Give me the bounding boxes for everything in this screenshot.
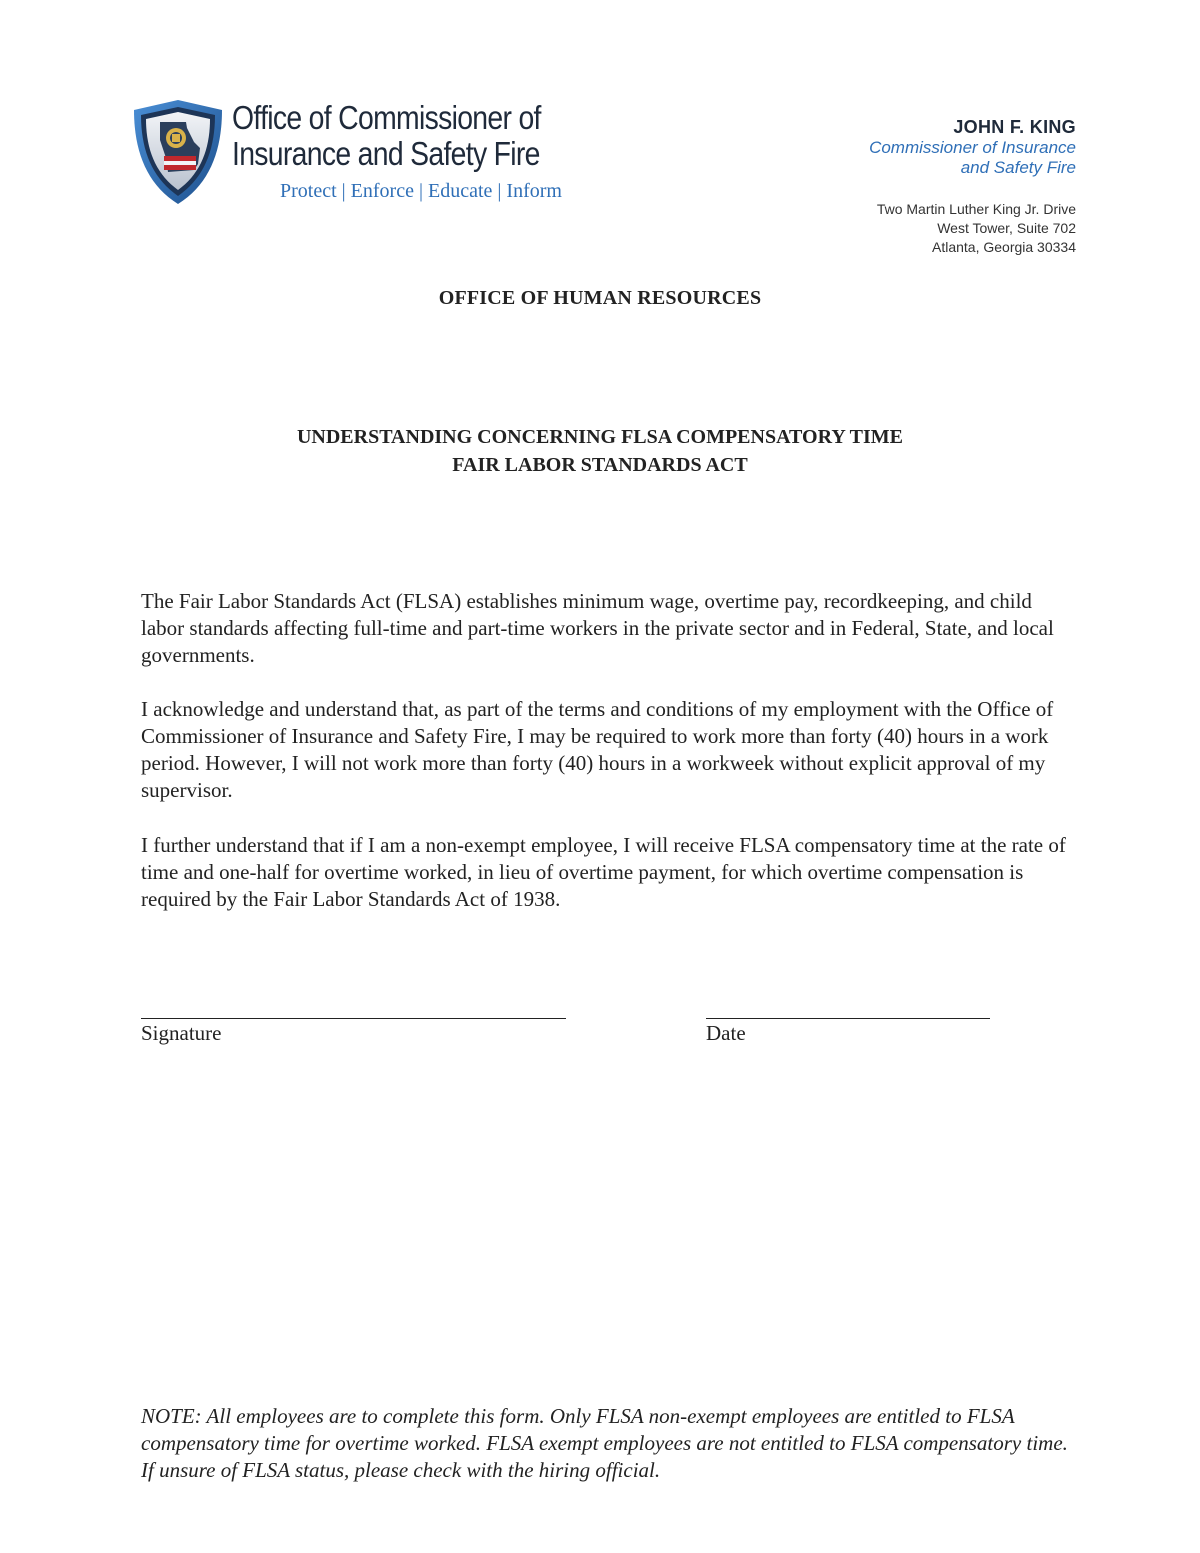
document-title <box>0 423 1200 479</box>
commissioner-name: JOHN F. KING <box>953 117 1076 137</box>
paragraph-acknowledgement: I acknowledge and understand that, as part of the terms and conditions of my employment with the Office of Commissioner of Insurance and Safety Fire, I may be required to work more than forty (40) hours in a work period. However, I will not work more than forty (40) hours in a workweek without explicit approval of my supervisor. <box>141 697 1054 802</box>
paragraph-compensatory-time: I further understand that if I am a non-exempt employee, I will receive FLSA compensatory time at the rate of time and one-half for overtime worked, in lieu of overtime payment, for which overtime compensation is required by the Fair Labor Standards Act of 1938. <box>141 833 1066 911</box>
paragraph-flsa-definition: The Fair Labor Standards Act (FLSA) establishes minimum wage, overtime pay, recordkeeping, and child labor standards affecting full-time and part-time workers in the private sector and in Federal, State, and local governments. <box>141 589 1054 667</box>
commissioner-title-line1: Commissioner of Insurance <box>869 138 1076 157</box>
address-line3: Atlanta, Georgia 30334 <box>932 239 1076 255</box>
tagline-separator: | <box>497 180 502 202</box>
tagline-separator: | <box>341 180 346 202</box>
agency-name-line1: Office of Commissioner of <box>232 99 541 136</box>
tagline-educate: Educate <box>427 180 493 202</box>
tagline-separator: | <box>418 180 423 202</box>
signature-field[interactable] <box>141 1004 566 1047</box>
agency-name-line2: Insurance and Safety Fire <box>232 135 540 172</box>
commissioner-title-line2: and Safety Fire <box>960 158 1076 177</box>
office-heading: OFFICE OF HUMAN RESOURCES <box>438 287 762 309</box>
tagline-inform: Inform <box>506 180 562 202</box>
agency-logo <box>130 96 610 214</box>
document-title-line1: UNDERSTANDING CONCERNING FLSA COMPENSATORY TIME <box>296 426 904 448</box>
document-title-line2: FAIR LABOR STANDARDS ACT <box>452 454 748 476</box>
agency-name <box>232 100 559 172</box>
georgia-seal-shield-icon <box>130 98 226 206</box>
date-label: Date <box>706 1021 746 1045</box>
note-text: NOTE: All employees are to complete this form. Only FLSA non-exempt employees are entitled to FLSA compensatory time for overtime worked. FLSA exempt employees are not entitled to FLSA compensatory time. If unsure of FLSA status, please check with the hiring official. <box>141 1404 1068 1482</box>
tagline-protect: Protect <box>280 180 337 202</box>
office-address <box>877 200 1076 257</box>
tagline-enforce: Enforce <box>350 180 414 202</box>
date-field[interactable] <box>706 1004 990 1047</box>
address-line1: Two Martin Luther King Jr. Drive <box>876 201 1076 217</box>
agency-tagline <box>280 180 562 203</box>
signature-label: Signature <box>141 1021 222 1045</box>
commissioner-block <box>869 116 1076 178</box>
address-line2: West Tower, Suite 702 <box>937 220 1076 236</box>
